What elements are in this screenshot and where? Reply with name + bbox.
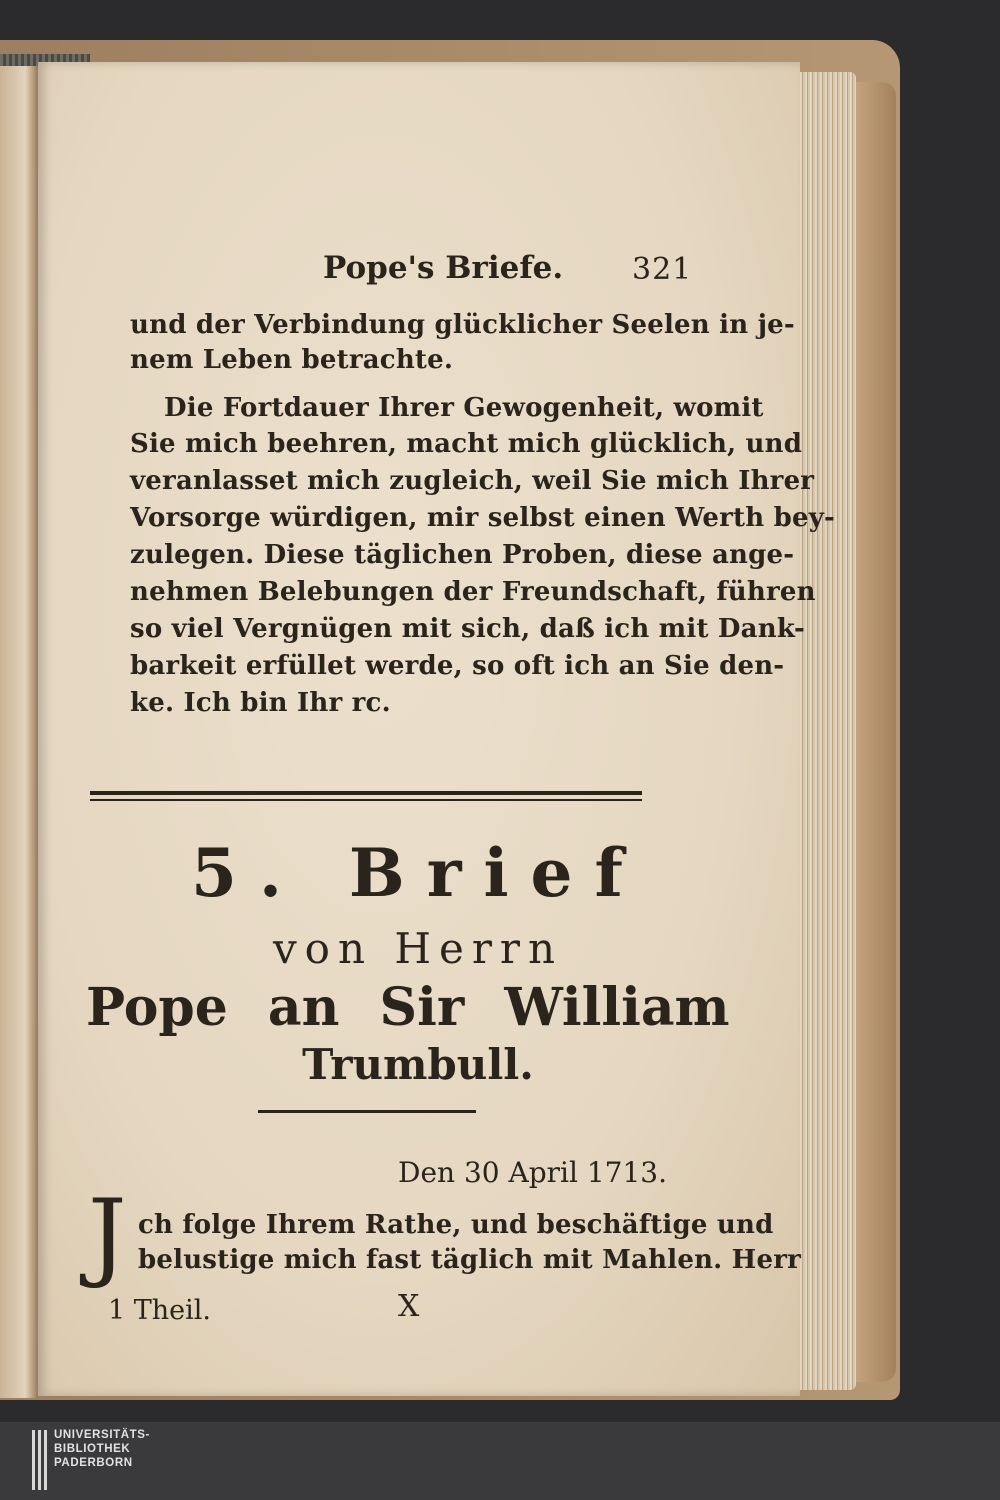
letter-title: 5. Brief: [191, 834, 645, 912]
cover-edge: [856, 82, 896, 1382]
text-line: nehmen Belebungen der Freundschaft, führen: [130, 577, 816, 607]
text-line: belustige mich fast täglich mit Mahlen. Herr: [138, 1245, 801, 1275]
logo-line: PADERBORN: [54, 1457, 133, 1469]
text-line: so viel Vergnügen mit sich, daß ich mit Dank-: [130, 614, 805, 644]
text-line: nem Leben betrachte.: [130, 345, 454, 375]
running-header: Pope's Briefe.: [323, 250, 564, 286]
text-line: barkeit erfüllet werde, so oft ich an Sie den-: [130, 651, 785, 681]
library-logo-icon: [32, 1430, 48, 1490]
letter-title-recipient: Pope an Sir William: [86, 977, 730, 1038]
letter-title-von: von Herrn: [272, 924, 564, 973]
letter-date: Den 30 April 1713.: [398, 1156, 667, 1189]
text-line: veranlasset mich zugleich, weil Sie mich Ihrer: [130, 466, 815, 496]
library-logo-text: [54, 1428, 150, 1470]
text-line: ke. Ich bin Ihr rc.: [130, 688, 391, 718]
logo-line: BIBLIOTHEK: [54, 1443, 131, 1455]
text-line: und der Verbindung glücklicher Seelen in je-: [130, 310, 795, 340]
letter-title-name: Trumbull.: [302, 1040, 534, 1089]
book-page: [38, 62, 836, 1396]
signature-mark-volume: 1 Theil.: [108, 1295, 211, 1326]
page-edges: [800, 72, 856, 1390]
text-line: Sie mich beehren, macht mich glücklich, und: [130, 429, 803, 459]
page-number: 321: [632, 252, 693, 287]
text-line: ch folge Ihrem Rathe, und beschäftige und: [138, 1210, 774, 1240]
drop-cap: J: [88, 1179, 127, 1291]
title-underline: [258, 1110, 476, 1113]
left-page-edge: [0, 62, 36, 1398]
library-footer: [0, 1422, 1000, 1500]
text-line: Vorsorge würdigen, mir selbst einen Werth bey-: [130, 503, 836, 533]
logo-line: UNIVERSITÄTS-: [54, 1429, 150, 1441]
section-divider-double: [90, 791, 642, 801]
text-line: Die Fortdauer Ihrer Gewogenheit, womit: [164, 393, 764, 423]
signature-mark: X: [398, 1289, 420, 1324]
text-line: zulegen. Diese täglichen Proben, diese ange-: [130, 540, 795, 570]
